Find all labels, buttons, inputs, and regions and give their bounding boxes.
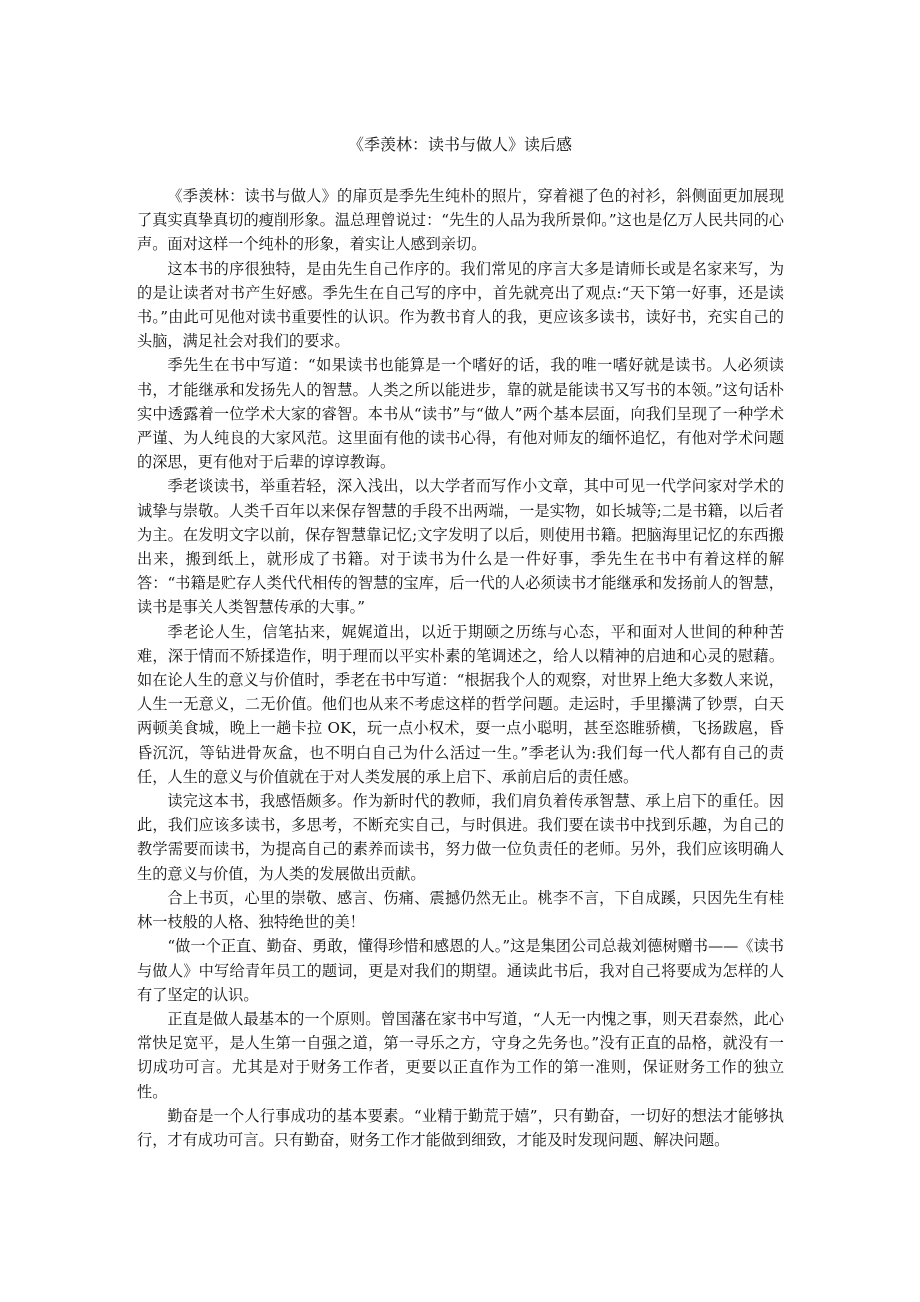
paragraph-7: 合上书页，心里的崇敬、感言、伤痛、震撼仍然无止。桃李不言，下自成蹊，只因先生有桂林一枝般的人格、独特绝世的美！ — [137, 888, 784, 932]
document-body — [137, 184, 784, 1152]
paragraph-2: 这本书的序很独特，是由先生自己作序的。我们常见的序言大多是请师长或是名家来写，为的是让读者对书产生好感。季先生在自己写的序中，首先就亮出了观点:“天下第一好事，还是读书。”由此可见他对读书重要性的认识。作为教书育人的我，更应该多读书，读好书，充实自己的头脑，满足社会对我们的要求。 — [137, 259, 784, 351]
paragraph-10: 勤奋是一个人行事成功的基本要素。“业精于勤荒于嬉”，只有勤奋，一切好的想法才能够执行，才有成功可言。只有勤奋，财务工作才能做到细致，才能及时发现问题、解决问题。 — [137, 1106, 784, 1149]
document-title: 《季羡林：读书与做人》读后感 — [347, 135, 572, 154]
paragraph-1: 《季羡林：读书与做人》的扉页是季先生纯朴的照片，穿着褪了色的衬衫，斜侧面更加展现了真实真挚真切的瘦削形象。温总理曾说过：“先生的人品为我所景仰。”这也是亿万人民共同的心声。面对这样一个纯朴的形象，着实让人感到亲切。 — [137, 187, 784, 254]
paragraph-6: 读完这本书，我感悟颇多。作为新时代的教师，我们肩负着传承智慧、承上启下的重任。因此，我们应该多读书，多思考，不断充实自己，与时俱进。我们要在读书中找到乐趣，为自己的教学需要而读书，为提高自己的素养而读书，努力做一位负责任的老师。另外，我们应该明确人生的意义与价值，为人类的发展做出贡献。 — [137, 792, 784, 883]
paragraph-4: 季老谈读书，举重若轻，深入浅出，以大学者而写作小文章，其中可见一代学问家对学术的诚挚与崇敬。人类千百年以来保存智慧的手段不出两端，一是实物，如长城等;二是书籍，以后者为主。在发明文字以前，保存智慧靠记忆;文字发明了以后，则使用书籍。把脑海里记忆的东西搬出来，搬到纸上，就形成了书籍。对于读书为什么是一件好事，季先生在书中有着这样的解答：“书籍是贮存人类代代相传的智慧的宝库，后一代的人必须读书才能继承和发扬前人的智慧，读书是事关人类智慧传承的大事。” — [137, 477, 784, 617]
paragraph-5: 季老论人生，信笔拈来，娓娓道出，以近于期颐之历练与心态，平和面对人世间的种种苦难，深于情而不矫揉造作，明于理而以平实朴素的笔调述之，给人以精神的启迪和心灵的慰藉。如在论人生的意义与价值时，季老在书中写道：“根据我个人的观察，对世界上绝大多数人来说，人生一无意义，二无价值。他们也从来不考虑这样的哲学问题。走运时，手里攥满了钞票，白天两顿美食城，晚上一趟卡拉 OK，玩一点小权术，耍一点小聪明，甚至恣睢骄横，飞扬跋扈，昏昏沉沉，等钻进骨灰盒，也不明白自己为什么活过一生。”季老认为:我们每一代人都有自己的责任，人生的意义与价值就在于对人类发展的承上启下、承前启后的责任感。 — [137, 622, 784, 786]
paragraph-8: “做一个正直、勤奋、勇敢，懂得珍惜和感恩的人。”这是集团公司总裁刘德树赠书——《读书与做人》中写给青年员工的题词，更是对我们的期望。通读此书后，我对自己将要成为怎样的人有了坚定的认识。 — [137, 937, 784, 1004]
paragraph-9: 正直是做人最基本的一个原则。曾国藩在家书中写道，“人无一内愧之事，则天君泰然，此心常快足宽平，是人生第一自强之道，第一寻乐之方，守身之先务也。”没有正直的品格，就没有一切成功可言。尤其是对于财务工作者，更要以正直作为工作的第一准则，保证财务工作的独立性。 — [137, 1009, 784, 1101]
paragraph-3: 季先生在书中写道：“如果读书也能算是一个嗜好的话，我的唯一嗜好就是读书。人必须读书，才能继承和发扬先人的智慧。人类之所以能进步，靠的就是能读书又写书的本领。”这句话朴实中透露着一位学术大家的睿智。本书从“读书”与“做人”两个基本层面，向我们呈现了一种学术严谨、为人纯良的大家风范。这里面有他的读书心得，有他对师友的缅怀追忆，有他对学术问题的深思，更有他对于后辈的谆谆教诲。 — [137, 356, 784, 472]
